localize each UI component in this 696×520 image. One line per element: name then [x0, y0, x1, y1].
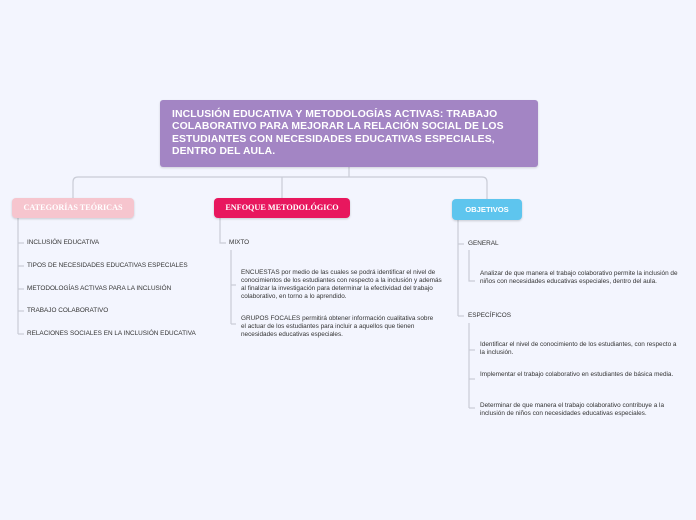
leaf-inclusion-educativa[interactable]: INCLUSIÓN EDUCATIVA — [27, 239, 100, 246]
leaf-encuestas[interactable]: ENCUESTAS por medio de las cuales se podrá identificar el nivel de conocimientos de los estudiantes con respecto a la inclusión y además al finalizar la investigación para determinar la efectividad del trabajo colaborativo, en torno a lo aprendido. — [241, 269, 442, 300]
leaf-especificos[interactable]: ESPECÍFICOS — [468, 312, 511, 319]
branch-objetivos[interactable]: OBJETIVOS — [452, 199, 522, 220]
connector-root-categorias — [73, 177, 349, 198]
branch-categorias-teoricas[interactable]: CATEGORÍAS TEÓRICAS — [12, 198, 134, 218]
connector-enfoque-stem — [220, 218, 226, 243]
root-topic[interactable]: INCLUSIÓN EDUCATIVA Y METODOLOGÍAS ACTIVAS: TRABAJO COLABORATIVO PARA MEJORAR LA RELACIÓN SOCIAL DE LOS ESTUDIANTES CON NECESIDADES EDUCATIVAS ESPECIALES, DENTRO DEL AULA. — [160, 100, 538, 167]
leaf-tipos-nee[interactable]: TIPOS DE NECESIDADES EDUCATIVAS ESPECIALES — [27, 262, 188, 269]
leaf-especifico-3[interactable]: Determinar de que manera el trabajo colaborativo contribuye a la inclusión de niños con necesidades educativas especiales. — [480, 402, 665, 417]
leaf-especifico-2[interactable]: Implementar el trabajo colaborativo en estudiantes de básica media. — [480, 371, 674, 378]
leaf-trabajo-colaborativo[interactable]: TRABAJO COLABORATIVO — [27, 307, 109, 314]
leaf-metodologias-activas[interactable]: METODOLOGÍAS ACTIVAS PARA LA INCLUSIÓN — [27, 285, 172, 292]
branch-enfoque-metodologico[interactable]: ENFOQUE METODOLÓGICO — [214, 198, 350, 218]
leaf-grupos-focales[interactable]: GRUPOS FOCALES permitirá obtener información cualitativa sobre el actuar de los estudiantes para incluir a aquellos que tienen necesidades educativas especiales. — [241, 315, 434, 338]
connector-root-objetivos — [349, 177, 487, 199]
connector-general-stem — [469, 250, 475, 281]
leaf-mixto[interactable]: MIXTO — [229, 239, 250, 246]
leaf-general-text[interactable]: Analizar de que manera el trabajo colaborativo permite la inclusión de niños con necesidades educativas especiales, dentro del aula. — [480, 270, 678, 285]
leaf-relaciones-sociales[interactable]: RELACIONES SOCIALES EN LA INCLUSIÓN EDUCATIVA — [27, 330, 196, 337]
leaf-general[interactable]: GENERAL — [468, 240, 499, 247]
leaf-especifico-1[interactable]: Identificar el nivel de conocimiento de los estudiantes, con respecto a la inclusión. — [480, 341, 677, 356]
